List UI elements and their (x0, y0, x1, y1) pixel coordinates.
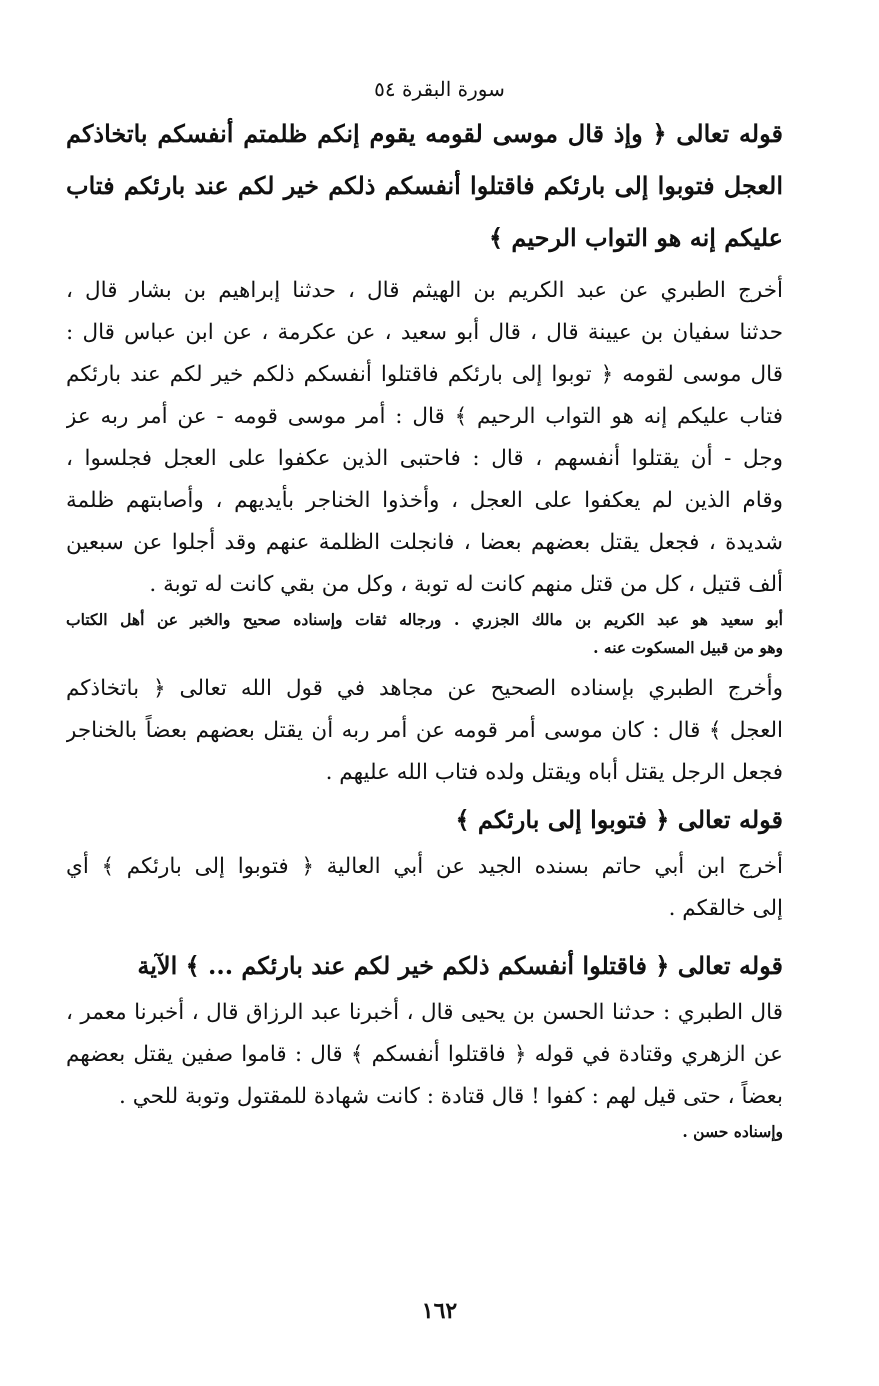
text-line: بعضاً ، حتى قيل لهم : كفوا ! قال قتادة : كانت شهادة للمقتول وتوبة للحي . (119, 1084, 783, 1109)
running-header: سورة البقرة ٥٤ (374, 77, 505, 101)
body-paragraph (66, 668, 783, 794)
text-line: العجل ﴾ قال : كان موسى أمر قومه عن أمر ربه أن يقتل بعضهم بعضاً بالخناجر (66, 718, 783, 743)
text-line: وجل - أن يقتلوا أنفسهم ، قال : فاحتبى الذين عكفوا على العجل فجلسوا ، (66, 446, 783, 471)
text-line: فتاب عليكم إنه هو التواب الرحيم ﴾ قال : أمر موسى قومه - عن أمر ربه عز (66, 404, 783, 429)
text-line: فجعل الرجل يقتل أباه ويقتل ولده فتاب الله عليهم . (325, 760, 783, 785)
text-line: وأخرج الطبري بإسناده الصحيح عن مجاهد في قول الله تعالى ﴿ باتخاذكم (66, 676, 783, 701)
text-line: عن الزهري وقتادة في قوله ﴿ فاقتلوا أنفسكم ﴾ قال : قاموا صفين يقتل بعضهم (66, 1042, 783, 1067)
verse-heading (66, 108, 783, 264)
body-paragraph (66, 992, 783, 1118)
verse-line: العجل فتوبوا إلى بارئكم فاقتلوا أنفسكم ذلكم خير لكم عند بارئكم فتاب (66, 171, 783, 200)
text-line: أخرج الطبري عن عبد الكريم بن الهيثم قال ، حدثنا إبراهيم بن بشار قال ، (66, 278, 783, 303)
footnote: وإسناده حسن . (682, 1122, 783, 1141)
text-line: إلى خالقكم . (668, 896, 783, 921)
note-line: أبو سعيد هو عبد الكريم بن مالك الجزري . ورجاله ثقات وإسناده صحيح والخبر عن أهل الكتاب (66, 610, 783, 629)
body-paragraph (66, 270, 783, 606)
text-line: قال الطبري : حدثنا الحسن بن يحيى قال ، أخبرنا عبد الرزاق قال ، أخبرنا معمر ، (66, 1000, 783, 1025)
verse-line: قوله تعالى ﴿ وإذ قال موسى لقومه يقوم إنكم ظلمتم أنفسكم باتخاذكم (66, 119, 783, 148)
verse-line: عليكم إنه هو التواب الرحيم ﴾ (489, 223, 783, 252)
text-line: قال موسى لقومه ﴿ توبوا إلى بارئكم فاقتلوا أنفسكم ذلكم خير لكم عند بارئكم (66, 362, 783, 387)
verse-heading: قوله تعالى ﴿ فاقتلوا أنفسكم ذلكم خير لكم عند بارئكم ... ﴾ الآية (137, 951, 783, 980)
text-line: وقام الذين لم يعكفوا على العجل ، وأخذوا الخناجر بأيديهم ، وأصابتهم ظلمة (66, 488, 783, 513)
text-line: أخرج ابن أبي حاتم بسنده الجيد عن أبي العالية ﴿ فتوبوا إلى بارئكم ﴾ أي (66, 854, 783, 879)
verse-heading: قوله تعالى ﴿ فتوبوا إلى بارئكم ﴾ (455, 805, 783, 834)
note-line: وهو من قبيل المسكوت عنه . (593, 638, 783, 657)
footnote (66, 606, 783, 662)
text-line: شديدة ، فجعل يقتل بعضهم بعضا ، فانجلت الظلمة عنهم وقد أجلوا عن سبعين (66, 530, 783, 555)
text-line: حدثنا سفيان بن عيينة قال ، قال أبو سعيد ، عن عكرمة ، عن ابن عباس قال : (66, 320, 783, 345)
page-number: ١٦٢ (421, 1298, 458, 1324)
body-paragraph (66, 846, 783, 930)
page-content (66, 108, 783, 1146)
text-line: ألف قتيل ، كل من قتل منهم كانت له توبة ، وكل من بقي كانت له توبة . (149, 572, 783, 597)
